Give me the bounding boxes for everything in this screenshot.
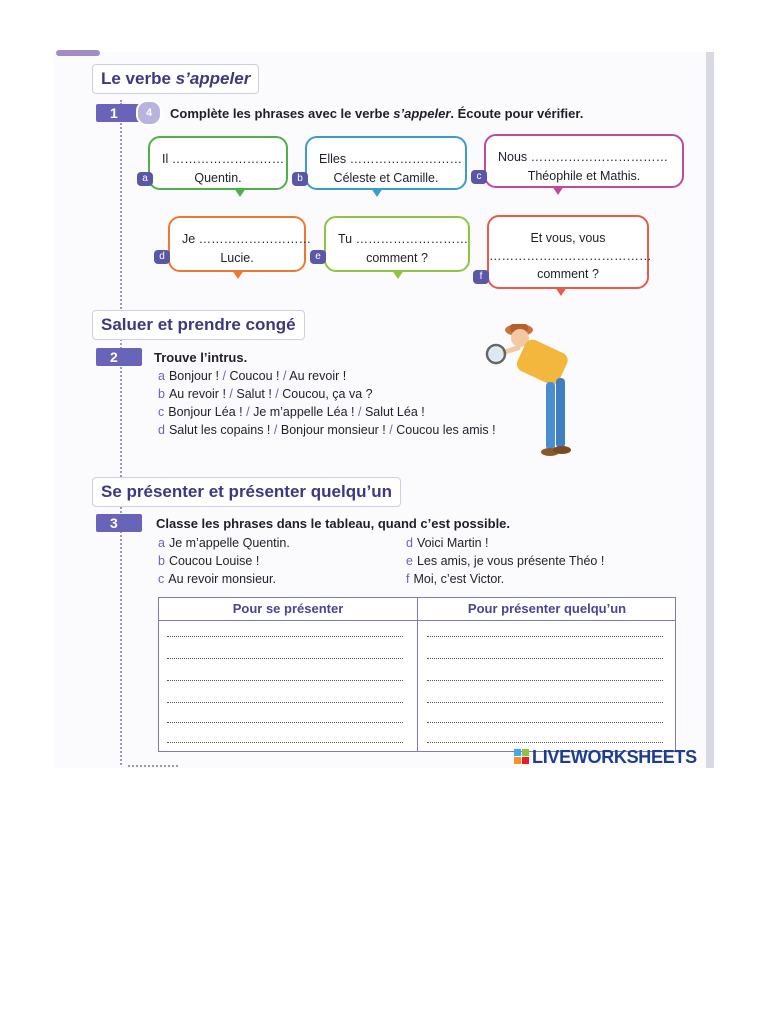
exercise-3-item-d: d Voici Martin ! (406, 536, 489, 550)
speech-bubble-d: Je ……………………… Lucie. (168, 216, 306, 272)
answer-line[interactable] (167, 702, 403, 703)
answer-line[interactable] (167, 680, 403, 681)
speech-bubble-a: Il ……………………… Quentin. (148, 136, 288, 190)
answer-line[interactable] (427, 702, 663, 703)
page-edge (706, 52, 714, 768)
exercise-3-item-e: e Les amis, je vous présente Théo ! (406, 554, 605, 568)
answer-line[interactable] (427, 742, 663, 743)
answer-line[interactable] (167, 658, 403, 659)
answer-line[interactable] (427, 722, 663, 723)
section-title-sappeler: Le verbe s’appeler (92, 64, 259, 94)
bubble-letter-f: f (473, 270, 489, 284)
exercise-2-item-c: c Bonjour Léa ! / Je m’appelle Léa ! / Salut Léa ! (158, 405, 425, 419)
top-corner-mark (56, 50, 100, 56)
dotted-guide-vertical (120, 100, 122, 765)
section-title-se-presenter: Se présenter et présenter quelqu’un (92, 477, 401, 507)
bubble-letter-b: b (292, 172, 308, 186)
exercise-3-item-f: f Moi, c’est Victor. (406, 572, 505, 586)
answer-line[interactable] (427, 680, 663, 681)
exercise-3-item-c: c Au revoir monsieur. (158, 572, 276, 586)
answer-line[interactable] (167, 742, 403, 743)
exercise-3-item-a: a Je m’appelle Quentin. (158, 536, 290, 550)
answer-line[interactable] (167, 636, 403, 637)
answer-line[interactable] (427, 636, 663, 637)
table-header-se-presenter: Pour se présenter (232, 601, 344, 616)
speech-bubble-b: Elles ……………………… Céleste et Camille. (305, 136, 467, 190)
exercise-3-instruction: Classe les phrases dans le tableau, quand c’est possible. (156, 516, 511, 531)
exercise-1-badge: 1 4 (96, 104, 152, 122)
classification-table (158, 597, 676, 752)
bubble-letter-e: e (310, 250, 326, 264)
dotted-guide-horizontal (128, 765, 178, 767)
speech-bubble-f: Et vous, vous ………………………………… comment ? (487, 215, 649, 289)
exercise-3-badge: 3 (96, 514, 142, 532)
audio-track-icon[interactable]: 4 (136, 100, 162, 126)
exercise-2-instruction: Trouve l’intrus. (154, 350, 248, 365)
bubble-letter-c: c (471, 170, 487, 184)
section-title-saluer: Saluer et prendre congé (92, 310, 305, 340)
exercise-3-item-b: b Coucou Louise ! (158, 554, 260, 568)
answer-line[interactable] (167, 722, 403, 723)
exercise-2-item-d: d Salut les copains ! / Bonjour monsieur ! / Coucou les amis ! (158, 423, 496, 437)
exercise-2-item-a: a Bonjour ! / Coucou ! / Au revoir ! (158, 369, 347, 383)
exercise-1-instruction: Complète les phrases avec le verbe s’appeler. Écoute pour vérifier. (170, 106, 584, 121)
liveworksheets-logo-icon (514, 749, 530, 765)
table-header-presenter-quelquun: Pour présenter quelqu’un (467, 601, 627, 616)
speech-bubble-c: Nous …………………………… Théophile et Mathis. (484, 134, 684, 188)
bubble-letter-d: d (154, 250, 170, 264)
detective-with-magnifier-illustration (484, 322, 590, 464)
speech-bubble-e: Tu ……………………… comment ? (324, 216, 470, 272)
exercise-2-badge: 2 (96, 348, 142, 366)
answer-line[interactable] (427, 658, 663, 659)
bubble-letter-a: a (137, 172, 153, 186)
exercise-2-item-b: b Au revoir ! / Salut ! / Coucou, ça va ? (158, 387, 373, 401)
